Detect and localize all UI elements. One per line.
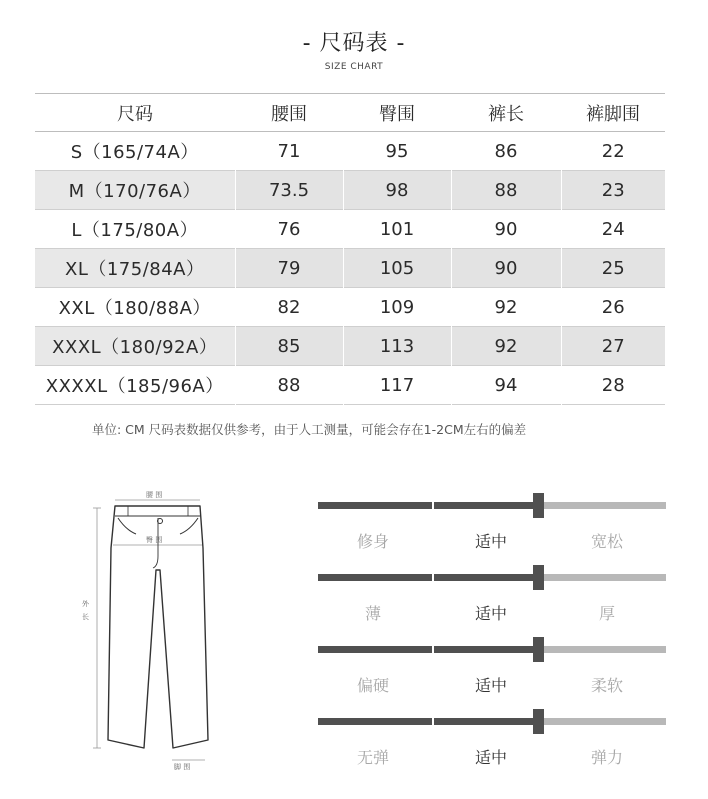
scale-divider xyxy=(432,573,434,582)
cell-size: XXXXL（185/96A） xyxy=(45,376,224,397)
scale-middle-label: 适中 xyxy=(474,604,507,623)
scale-marker xyxy=(533,637,544,662)
table-row xyxy=(35,249,665,288)
table-row xyxy=(35,171,665,210)
cell-hip: 101 xyxy=(343,210,451,249)
header-length: 裤长 xyxy=(451,94,561,132)
cell-hem: 25 xyxy=(561,249,665,288)
scale-bar-light xyxy=(544,502,666,509)
cell-length: 92 xyxy=(451,327,561,366)
pants-outline-icon xyxy=(78,478,228,778)
cell-hip: 95 xyxy=(343,132,451,171)
header-hem: 裤脚围 xyxy=(561,94,665,132)
cell-length: 90 xyxy=(451,249,561,288)
scale-marker xyxy=(533,709,544,734)
cell-hip: 98 xyxy=(343,171,451,210)
table-row xyxy=(35,366,665,405)
cell-hem: 26 xyxy=(561,288,665,327)
scale-right-label: 柔软 xyxy=(590,676,623,695)
cell-hip: 109 xyxy=(343,288,451,327)
cell-waist: 71 xyxy=(235,132,343,171)
cell-waist: 82 xyxy=(235,288,343,327)
scale-right-label: 厚 xyxy=(598,604,615,623)
cell-waist: 76 xyxy=(235,210,343,249)
thickness-scale xyxy=(318,555,666,623)
scale-left-label: 偏硬 xyxy=(356,676,389,695)
scale-left-label: 无弹 xyxy=(356,748,389,767)
cell-hip: 117 xyxy=(343,366,451,405)
cell-length: 86 xyxy=(451,132,561,171)
scale-bar-dark xyxy=(318,502,538,509)
fit-scale xyxy=(318,483,666,551)
cell-size: XL（175/84A） xyxy=(35,249,235,288)
scale-middle-label: 适中 xyxy=(474,676,507,695)
cell-hem: 28 xyxy=(561,366,665,405)
cell-waist: 79 xyxy=(235,249,343,288)
scale-marker xyxy=(533,493,544,518)
elasticity-scale xyxy=(318,699,666,767)
cell-length: 88 xyxy=(451,171,561,210)
cell-hem: 27 xyxy=(561,327,665,366)
scale-divider xyxy=(432,501,434,510)
header-waist: 腰围 xyxy=(235,94,343,132)
cell-hip: 113 xyxy=(343,327,451,366)
softness-scale xyxy=(318,627,666,695)
scale-bar-light xyxy=(544,718,666,725)
scale-divider xyxy=(432,645,434,654)
scale-middle-label: 适中 xyxy=(474,748,507,767)
cell-hip: 105 xyxy=(343,249,451,288)
scale-divider xyxy=(432,717,434,726)
scale-marker xyxy=(533,565,544,590)
page-title: - 尺码表 - xyxy=(302,31,406,56)
scale-bar-light xyxy=(544,574,666,581)
cell-size: XXL（180/88A） xyxy=(58,298,211,319)
hem-label: 脚 围 xyxy=(174,763,191,771)
pants-diagram xyxy=(78,478,228,778)
measurement-note: 单位: CM 尺码表数据仅供参考，由于人工测量，可能会存在1-2CM左右的偏差 xyxy=(92,422,527,437)
header-hip: 臀围 xyxy=(343,94,451,132)
scale-middle-label: 适中 xyxy=(474,532,507,551)
cell-length: 90 xyxy=(451,210,561,249)
scale-bar-dark xyxy=(318,574,538,581)
cell-length: 94 xyxy=(451,366,561,405)
scale-left-label: 修身 xyxy=(356,532,389,551)
scale-bar-dark xyxy=(318,718,538,725)
waist-label: 腰 围 xyxy=(146,491,163,499)
cell-hem: 22 xyxy=(561,132,665,171)
cell-waist: 85 xyxy=(235,327,343,366)
length-label: 外 长 xyxy=(82,600,89,621)
size-chart-table xyxy=(35,93,665,405)
scale-bar-light xyxy=(544,646,666,653)
table-row xyxy=(35,132,665,171)
cell-size: L（175/80A） xyxy=(71,220,199,241)
cell-size: M（170/76A） xyxy=(35,171,235,210)
table-row xyxy=(35,327,665,366)
table-row xyxy=(35,210,665,249)
table-header-row xyxy=(35,94,665,132)
table-row xyxy=(35,288,665,327)
scale-right-label: 弹力 xyxy=(590,748,623,767)
cell-waist: 73.5 xyxy=(235,171,343,210)
cell-length: 92 xyxy=(451,288,561,327)
scale-bar-dark xyxy=(318,646,538,653)
cell-hem: 23 xyxy=(561,171,665,210)
cell-size: S（165/74A） xyxy=(70,142,199,163)
cell-hem: 24 xyxy=(561,210,665,249)
header-size: 尺码 xyxy=(35,94,235,132)
page-subtitle: SIZE CHART xyxy=(324,62,384,72)
cell-waist: 88 xyxy=(235,366,343,405)
hip-label: 臀 围 xyxy=(146,536,163,544)
scale-left-label: 薄 xyxy=(364,604,381,623)
cell-size: XXXL（180/92A） xyxy=(35,327,235,366)
scale-right-label: 宽松 xyxy=(590,532,623,551)
